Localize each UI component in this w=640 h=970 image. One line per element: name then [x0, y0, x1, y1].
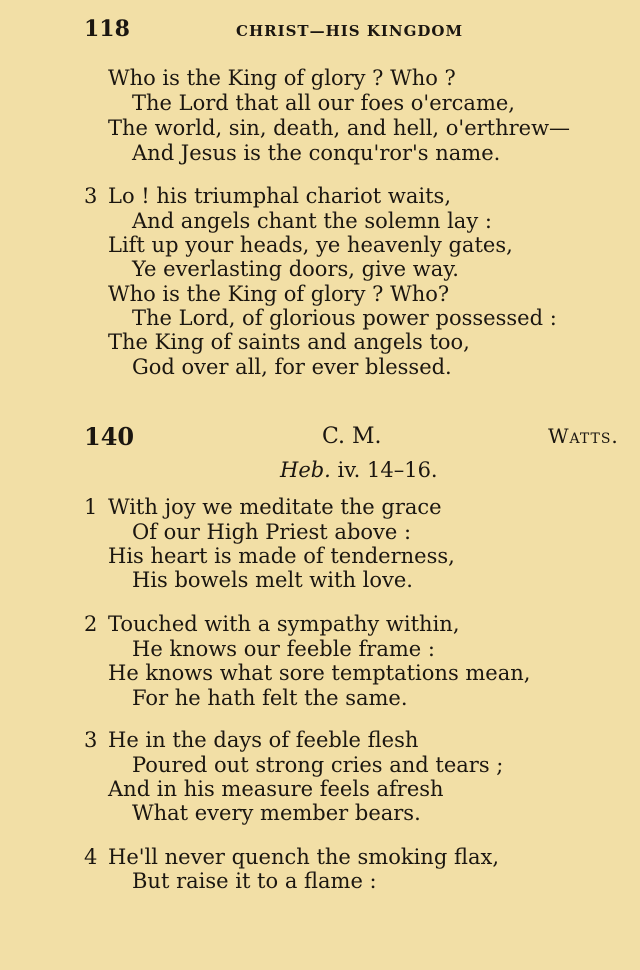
- verse-line: But raise it to a flame :: [132, 869, 377, 893]
- scripture-reference: [280, 458, 438, 482]
- verse-line: Poured out strong cries and tears ;: [132, 753, 504, 777]
- hymn-meter: C. M.: [322, 424, 382, 449]
- verse-line: Lift up your heads, ye heavenly gates,: [108, 233, 513, 257]
- page-number: 118: [84, 16, 130, 42]
- verse-line: Who is the King of glory ? Who ?: [108, 66, 456, 90]
- verse-line: The Lord, of glorious power possessed :: [132, 306, 557, 330]
- verse-line: Of our High Priest above :: [132, 520, 412, 544]
- verse-line: He knows our feeble frame :: [132, 637, 435, 661]
- verse-line: And Jesus is the conqu'ror's name.: [132, 141, 501, 165]
- stanza-number: 1: [84, 495, 98, 519]
- verse-line: He knows what sore temptations mean,: [108, 661, 531, 685]
- scripture-book: Heb.: [280, 458, 331, 482]
- running-head: CHRIST—HIS KINGDOM: [236, 22, 464, 40]
- verse-line: Touched with a sympathy within,: [108, 612, 460, 636]
- stanza-number: 3: [84, 728, 98, 752]
- verse-line: Ye everlasting doors, give way.: [132, 257, 459, 281]
- verse-line: What every member bears.: [132, 801, 421, 825]
- verse-line: With joy we meditate the grace: [108, 495, 442, 519]
- verse-line: The King of saints and angels too,: [108, 330, 470, 354]
- stanza-number: 2: [84, 612, 98, 636]
- verse-line: The Lord that all our foes o'ercame,: [132, 91, 515, 115]
- scripture-chapter-verse: iv. 14–16.: [337, 458, 438, 482]
- stanza-number: 4: [84, 845, 98, 869]
- verse-line: He'll never quench the smoking flax,: [108, 845, 499, 869]
- verse-line: God over all, for ever blessed.: [132, 355, 452, 379]
- verse-line: Lo ! his triumphal chariot waits,: [108, 184, 452, 208]
- verse-line: And angels chant the solemn lay :: [132, 209, 492, 233]
- verse-line: He in the days of feeble flesh: [108, 728, 419, 752]
- hymn-author: Watts.: [548, 424, 619, 448]
- verse-line: And in his measure feels afresh: [108, 777, 444, 801]
- verse-line: For he hath felt the same.: [132, 686, 408, 710]
- verse-line: The world, sin, death, and hell, o'erthrew—: [108, 116, 571, 140]
- verse-line: Who is the King of glory ? Who?: [108, 282, 450, 306]
- hymn-number: 140: [84, 422, 135, 451]
- verse-line: His bowels melt with love.: [132, 568, 413, 592]
- stanza-number: 3: [84, 184, 98, 208]
- verse-line: His heart is made of tenderness,: [108, 544, 455, 568]
